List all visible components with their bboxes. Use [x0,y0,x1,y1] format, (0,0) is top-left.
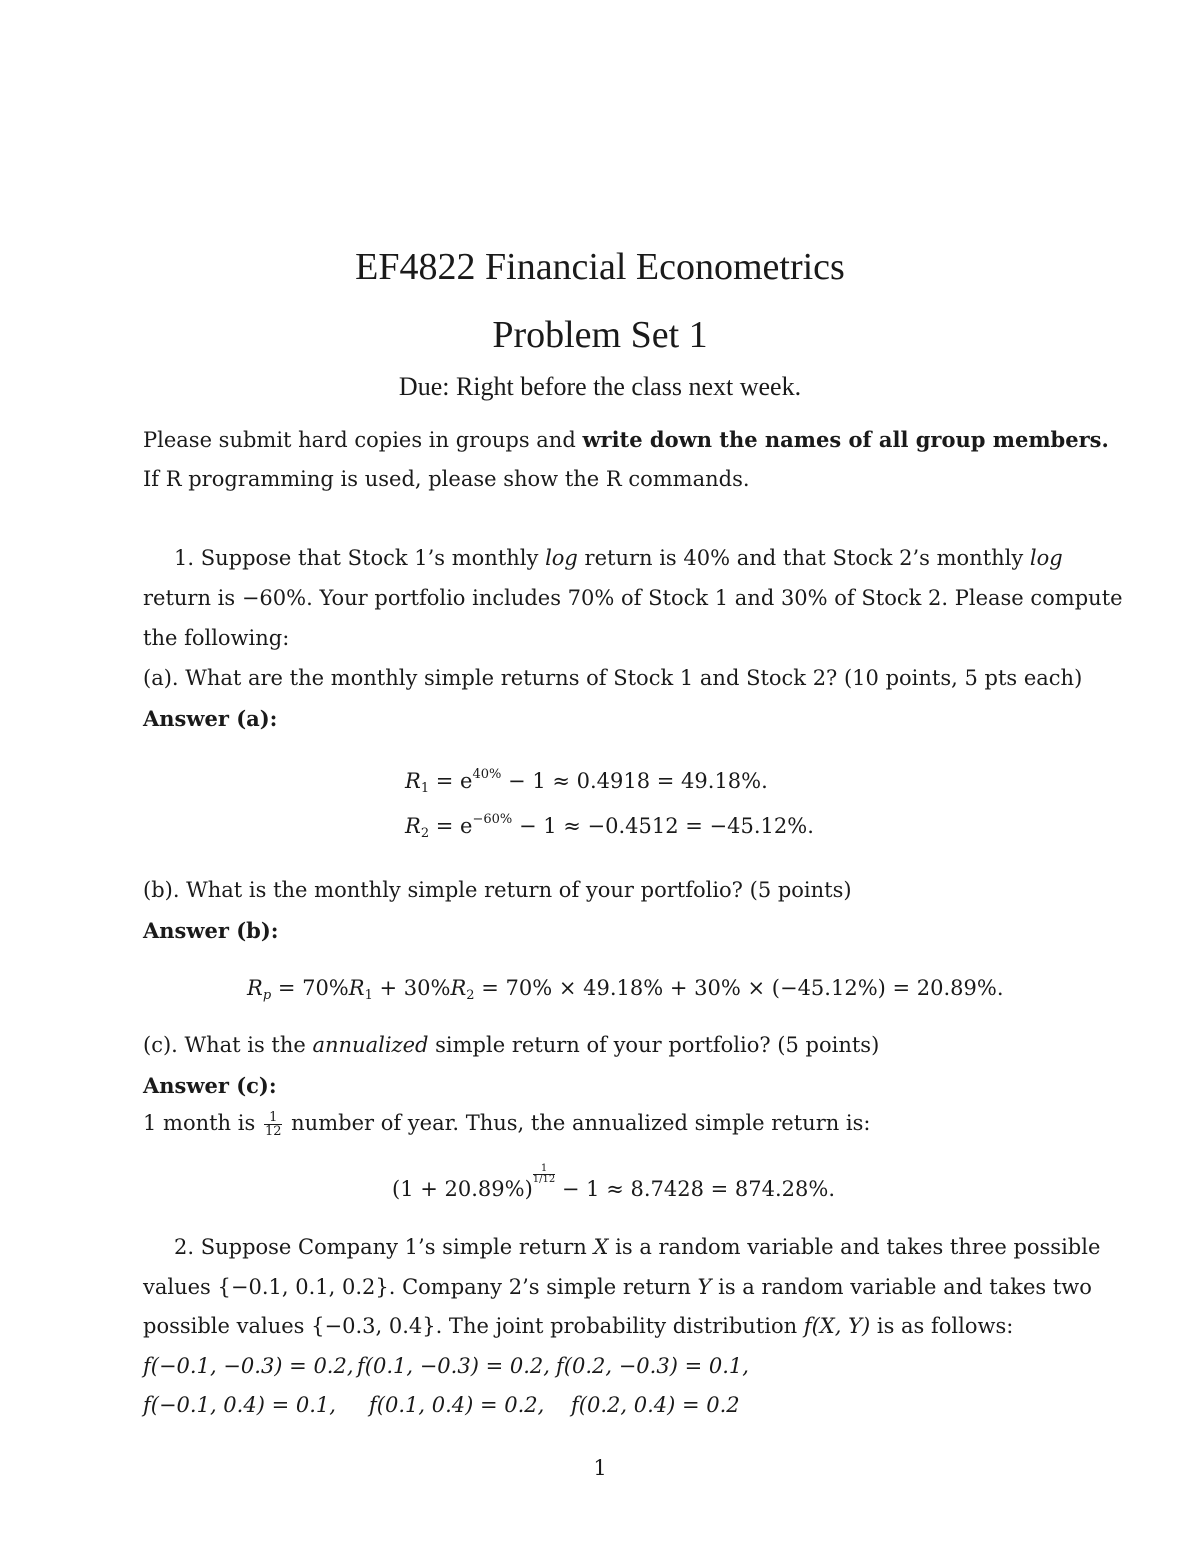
eq-var: R [348,976,365,1000]
q1b-answer-heading: Answer (b): [143,918,279,943]
joint-dist-row-1-col-1: f(−0.1, −0.3) = 0.2, [143,1354,354,1378]
eq-sup: −60% [472,812,513,827]
joint-dist-row-2-col-2: f(0.1, 0.4) = 0.2, [369,1393,545,1417]
equation-r2 [405,812,814,841]
instructions-line-1 [143,429,1109,451]
exponent-fraction [533,1164,555,1185]
q2-paragraph-line-3 [143,1316,1013,1337]
q2-var-x: X [593,1235,609,1259]
frac-num: 1 [533,1164,555,1175]
q1c-explanation [143,1111,871,1138]
q1-log-2: log [1029,546,1063,570]
course-title: EF4822 Financial Econometrics [355,246,845,288]
q2-var-y: Y [697,1275,712,1299]
eq-sub: 1 [420,781,430,796]
q1-paragraph-line-1 [174,548,1063,569]
q2-paragraph-line-1 [174,1237,1100,1258]
q1-text: return is 40% and that Stock 2’s monthly [577,546,1030,570]
q2-paragraph-line-2 [143,1277,1092,1298]
q1c-question [143,1035,879,1056]
eq-text: = e [429,814,473,838]
q2-text: 2. Suppose Company 1’s simple return [174,1235,594,1259]
equation-annualized [392,1164,835,1200]
eq-sub: p [262,988,272,1003]
q1c-annualized: annualized [312,1033,429,1057]
instructions-bold: write down the names of all group members. [582,427,1109,452]
eq-var: R [247,976,263,1000]
eq-text: = 70% [271,976,349,1000]
eq-text: (1 + 20.89%) [392,1177,533,1201]
eq-sup: 40% [472,767,502,782]
q1c-text: (c). What is the [143,1033,313,1057]
eq-text: − 1 ≈ 0.4918 = 49.18%. [501,769,768,793]
eq-text: + 30% [372,976,451,1000]
eq-text: = e [429,769,473,793]
q1b-question: (b). What is the monthly simple return of your portfolio? (5 points) [143,878,852,902]
q2-text: is a random variable and takes two [711,1275,1092,1299]
q2-text: values {−0.1, 0.1, 0.2}. Company 2’s simple return [143,1275,698,1299]
problem-set-title: Problem Set 1 [492,314,708,356]
q1-paragraph-line-3: the following: [143,626,290,650]
q2-text: is as follows: [870,1314,1014,1338]
eq-var: R [405,814,421,838]
q1-text: 1. Suppose that Stock 1’s monthly [174,546,546,570]
eq-sub: 1 [364,988,373,1003]
q1c-text: simple return of your portfolio? (5 points) [428,1033,880,1057]
instructions-plain: Please submit hard copies in groups and [143,428,583,452]
due-line: Due: Right before the class next week. [398,372,802,401]
eq-text: = 70% × 49.18% + 30% × (−45.12%) = 20.89%. [474,976,1004,1000]
frac-num: 1 [264,1111,283,1125]
eq-sub: 2 [420,826,430,841]
q2-text: possible values {−0.3, 0.4}. The joint probability distribution [143,1314,804,1338]
q1c-text: number of year. Thus, the annualized simple return is: [284,1111,871,1135]
page-number: 1 [593,1456,607,1480]
eq-text: − 1 ≈ 8.7428 = 874.28%. [555,1177,836,1201]
joint-dist-row-2-col-1: f(−0.1, 0.4) = 0.1, [143,1393,336,1417]
eq-var: R [405,769,421,793]
frac-den: 12 [264,1124,282,1139]
equation-r1 [405,767,768,796]
instructions-line-2: If R programming is used, please show the R commands. [143,467,750,491]
q1-log-1: log [545,546,578,570]
equation-rp [247,976,1004,1003]
joint-dist-row-2-col-3: f(0.2, 0.4) = 0.2 [571,1393,740,1417]
fraction-one-twelfth [264,1111,283,1138]
q1-paragraph-line-2: return is −60%. Your portfolio includes 70% of Stock 1 and 30% of Stock 2. Please compute [143,586,1123,610]
q1c-text: 1 month is [143,1111,262,1135]
q2-joint-f: f(X, Y) [803,1314,871,1338]
eq-sub: 2 [466,988,475,1003]
eq-text: − 1 ≈ −0.4512 = −45.12%. [512,814,814,838]
q2-text: is a random variable and takes three possible [608,1235,1101,1259]
joint-dist-row-1-col-2: f(0.1, −0.3) = 0.2, [357,1354,550,1378]
joint-dist-row-1-col-3: f(0.2, −0.3) = 0.1, [556,1354,749,1378]
frac-den: 1/12 [532,1174,556,1185]
q1a-answer-heading: Answer (a): [143,706,278,731]
q1c-answer-heading: Answer (c): [143,1073,277,1098]
eq-var: R [450,976,467,1000]
q1a-question: (a). What are the monthly simple returns of Stock 1 and Stock 2? (10 points, 5 pts each) [143,666,1083,690]
